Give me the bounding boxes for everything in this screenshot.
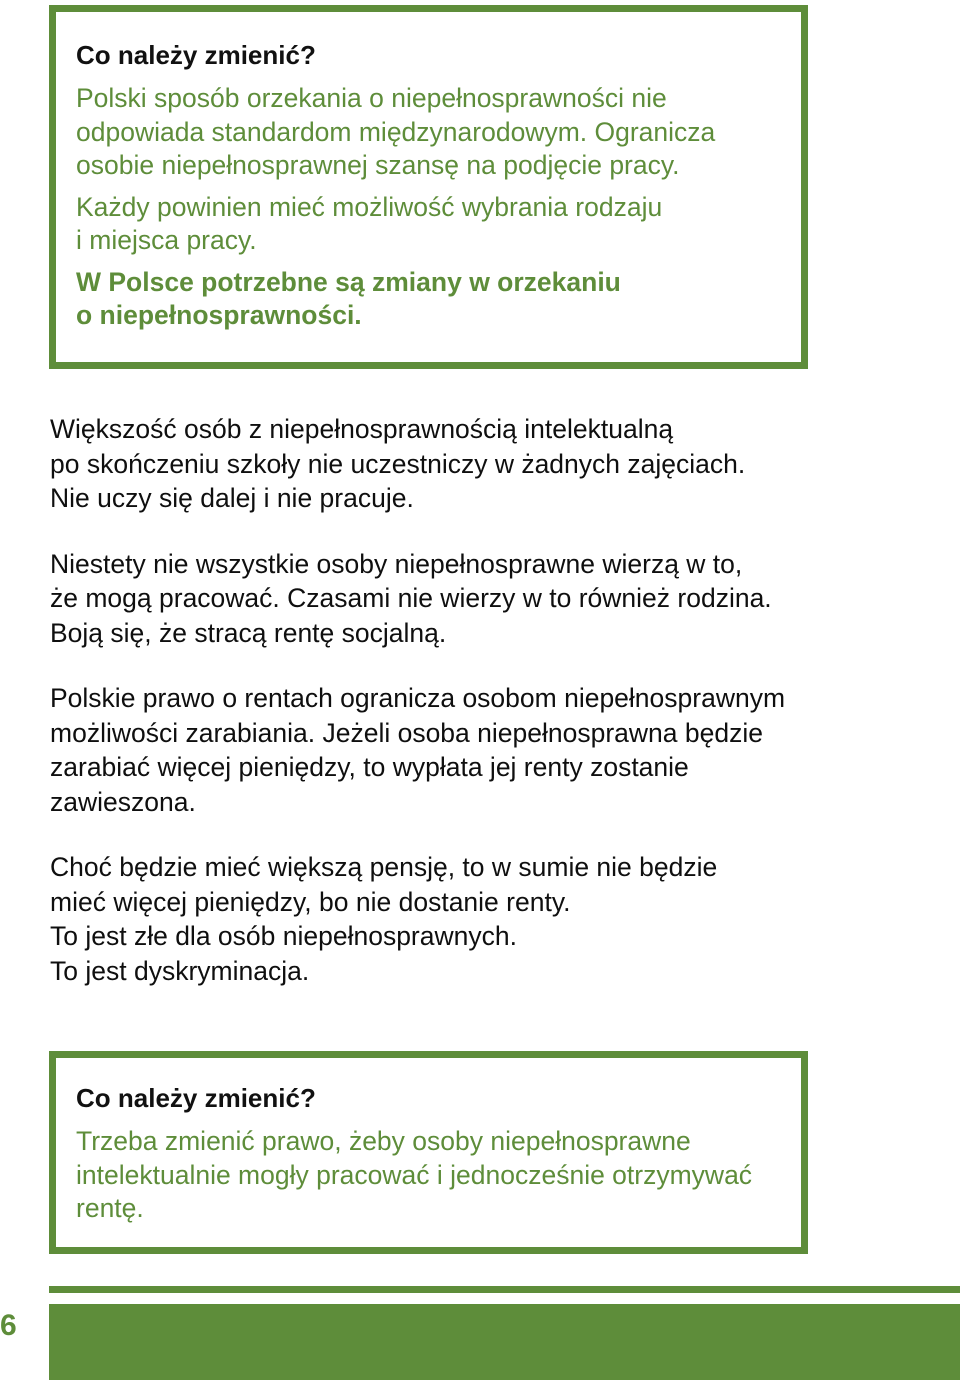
text-line: intelektualnie mogły pracować i jednocześnie otrzymywać	[76, 1159, 753, 1190]
text-line: możliwości zarabiania. Jeżeli osoba niepełnosprawna będzie	[50, 717, 763, 748]
text-line: Każdy powinien mieć możliwość wybrania rodzaju	[76, 191, 663, 222]
text-line: To jest dyskryminacja.	[50, 955, 310, 986]
box-emphasis-paragraph	[76, 266, 801, 333]
body-paragraph	[50, 681, 850, 819]
text-line: Choć będzie mieć większą pensję, to w sumie nie będzie	[50, 852, 718, 882]
text-line: zarabiać więcej pieniędzy, to wypłata jej renty zostanie	[50, 752, 689, 782]
box-paragraph	[76, 191, 801, 258]
text-line: odpowiada standardom międzynarodowym. Ogranicza	[76, 116, 716, 147]
body-paragraph	[50, 547, 850, 651]
body-paragraph	[50, 850, 850, 988]
text-line: i miejsca pracy.	[76, 225, 257, 255]
text-line: Trzeba zmienić prawo, żeby osoby niepełnosprawne	[76, 1126, 691, 1156]
text-line: Boją się, że stracą rentę socjalną.	[50, 617, 447, 648]
footer-bar	[49, 1304, 960, 1380]
text-line: że mogą pracować. Czasami nie wierzy w to również rodzina.	[50, 583, 772, 613]
info-box-top	[49, 5, 808, 369]
text-line: osobie niepełnosprawnej szansę na podjęcie pracy.	[76, 150, 680, 180]
box-paragraph	[76, 82, 801, 183]
text-line: Polskie prawo o rentach ogranicza osobom niepełnosprawnym	[50, 683, 786, 713]
page-number: 6	[0, 1309, 17, 1342]
box-heading: Co należy zmienić?	[76, 40, 316, 70]
text-line: zawieszona.	[50, 786, 196, 817]
text-line: o niepełnosprawności.	[76, 300, 362, 330]
text-line: W Polsce potrzebne są zmiany w orzekaniu	[76, 266, 621, 297]
text-line: Polski sposób orzekania o niepełnosprawności nie	[76, 83, 667, 113]
text-line: mieć więcej pieniędzy, bo nie dostanie renty.	[50, 886, 571, 917]
text-line: po skończeniu szkoły nie uczestniczy w żadnych zajęciach.	[50, 448, 746, 479]
text-line: To jest złe dla osób niepełnosprawnych.	[50, 921, 517, 951]
body-paragraph	[50, 412, 850, 516]
box-paragraph	[76, 1125, 801, 1226]
text-line: rentę.	[76, 1193, 144, 1223]
box-heading: Co należy zmienić?	[76, 1083, 316, 1113]
info-box-bottom	[49, 1051, 808, 1254]
text-line: Niestety nie wszystkie osoby niepełnosprawne wierzą w to,	[50, 548, 743, 579]
footer-divider	[49, 1286, 960, 1293]
text-line: Nie uczy się dalej i nie pracuje.	[50, 483, 414, 513]
text-line: Większość osób z niepełnosprawnością intelektualną	[50, 414, 674, 444]
body-text	[50, 412, 850, 1019]
